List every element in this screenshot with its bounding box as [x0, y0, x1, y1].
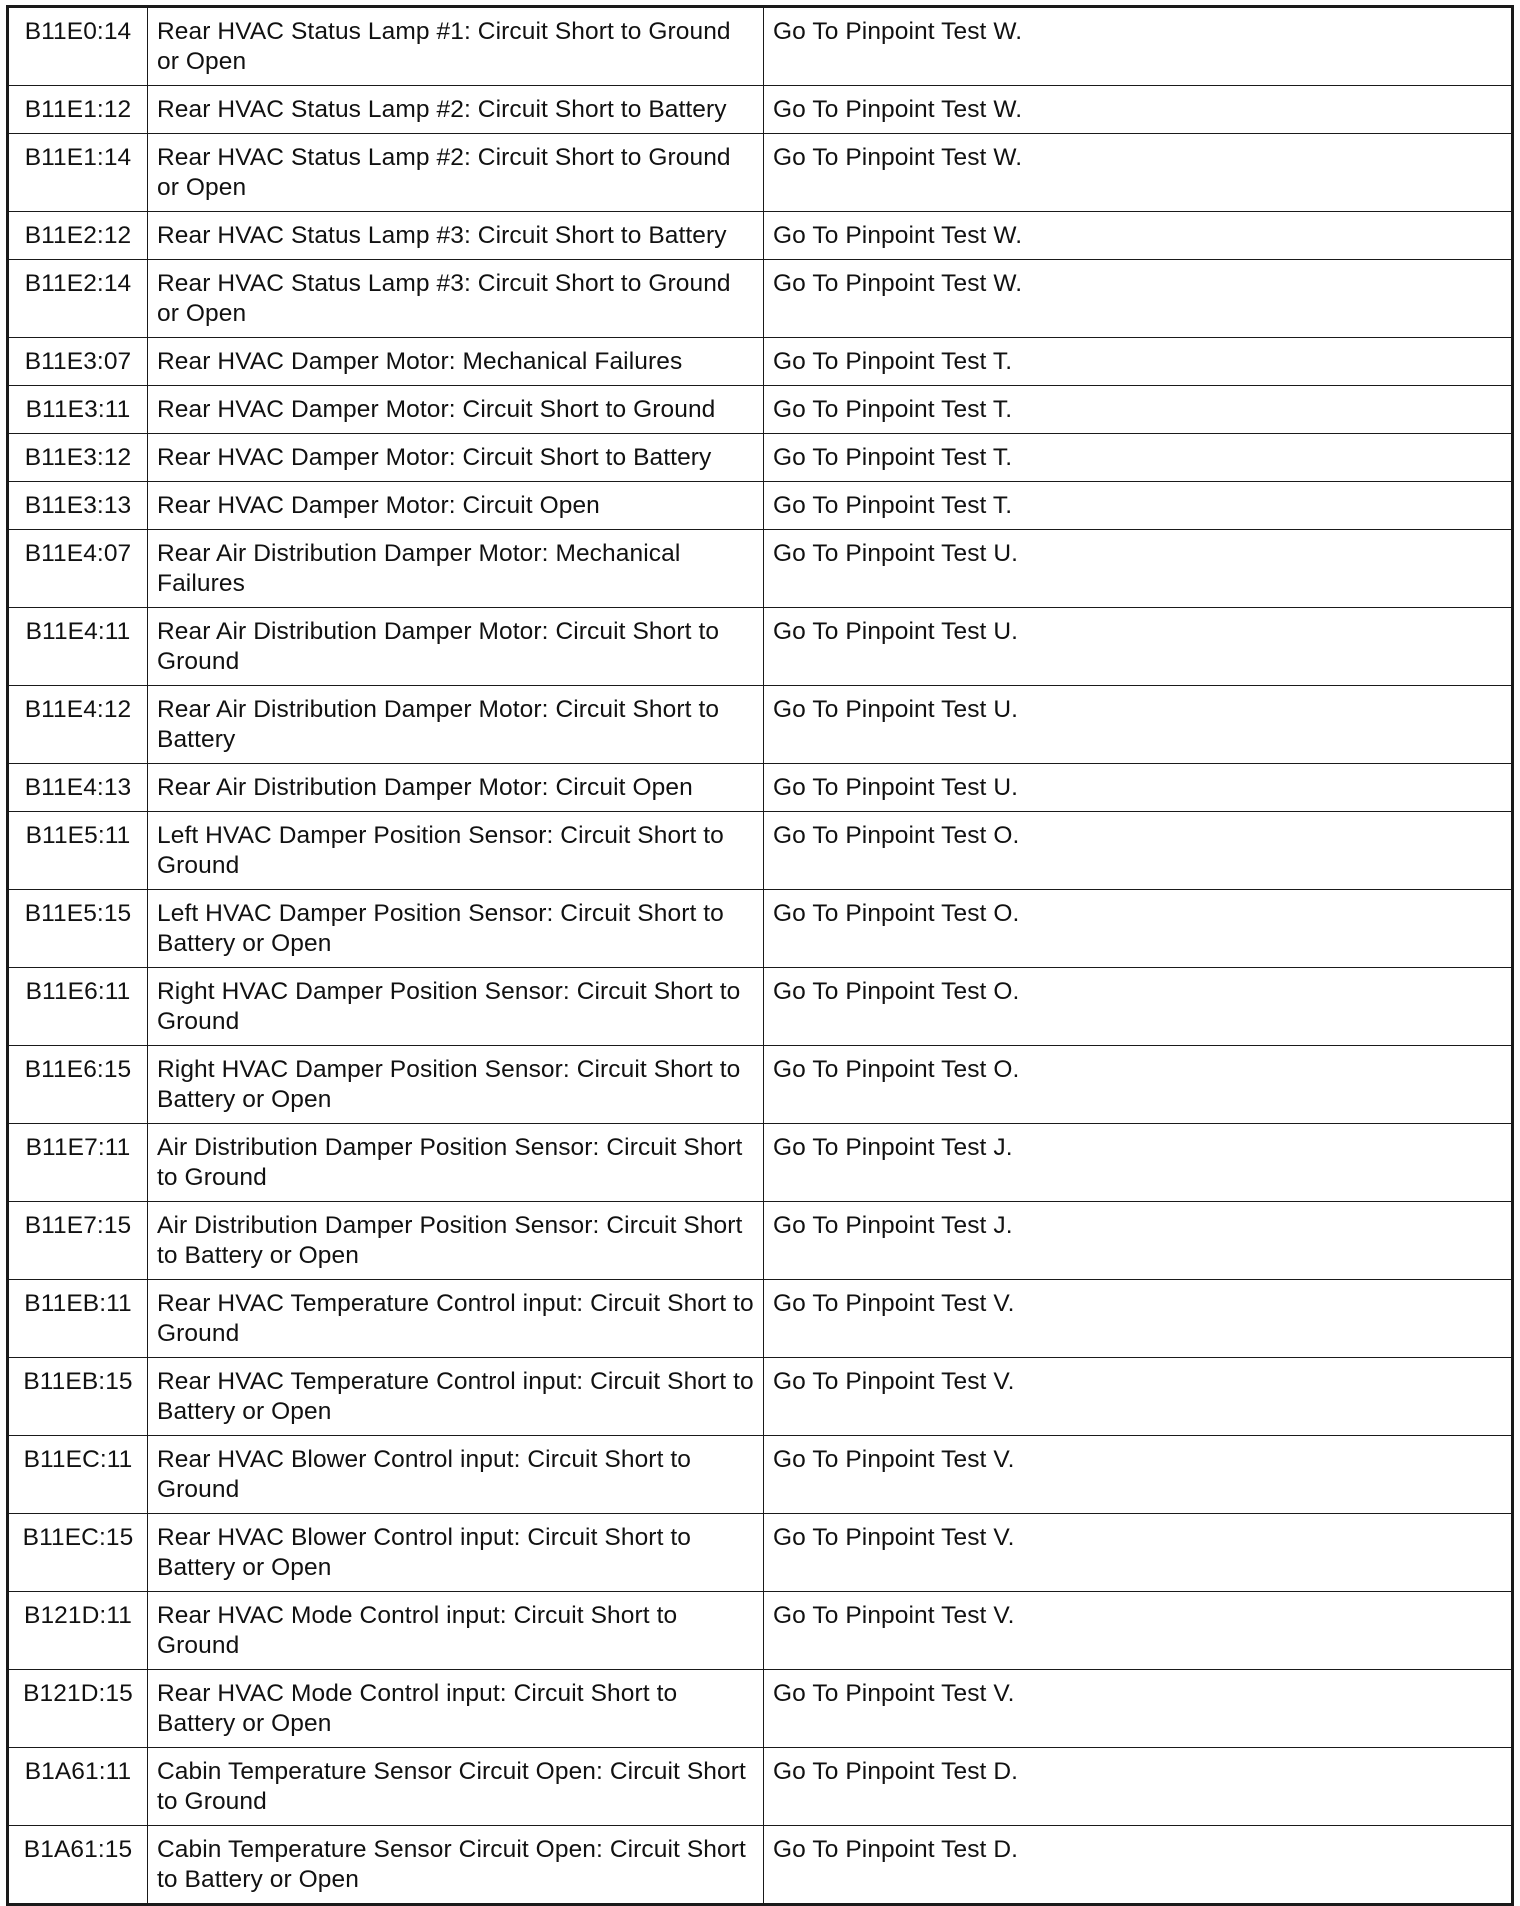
dtc-code-cell: B121D:11	[8, 1592, 148, 1670]
dtc-description-cell: Rear Air Distribution Damper Motor: Circuit Short to Ground	[148, 608, 764, 686]
table-row	[8, 386, 1513, 434]
dtc-description-cell: Right HVAC Damper Position Sensor: Circuit Short to Battery or Open	[148, 1046, 764, 1124]
dtc-table	[6, 5, 1514, 1906]
dtc-action-cell: Go To Pinpoint Test T.	[764, 434, 1513, 482]
dtc-action-cell: Go To Pinpoint Test V.	[764, 1358, 1513, 1436]
table-row	[8, 1046, 1513, 1124]
dtc-description-cell: Right HVAC Damper Position Sensor: Circuit Short to Ground	[148, 968, 764, 1046]
table-row	[8, 764, 1513, 812]
dtc-description-cell: Rear Air Distribution Damper Motor: Circuit Short to Battery	[148, 686, 764, 764]
dtc-code-cell: B11E3:11	[8, 386, 148, 434]
dtc-description-cell: Rear HVAC Blower Control input: Circuit Short to Battery or Open	[148, 1514, 764, 1592]
dtc-action-cell: Go To Pinpoint Test V.	[764, 1436, 1513, 1514]
table-row	[8, 482, 1513, 530]
dtc-action-cell: Go To Pinpoint Test W.	[764, 212, 1513, 260]
table-row	[8, 260, 1513, 338]
table-row	[8, 7, 1513, 86]
dtc-code-cell: B11EB:11	[8, 1280, 148, 1358]
dtc-code-cell: B11E7:15	[8, 1202, 148, 1280]
dtc-code-cell: B11EB:15	[8, 1358, 148, 1436]
dtc-action-cell: Go To Pinpoint Test U.	[764, 608, 1513, 686]
dtc-description-cell: Rear HVAC Status Lamp #2: Circuit Short to Battery	[148, 86, 764, 134]
dtc-action-cell: Go To Pinpoint Test D.	[764, 1826, 1513, 1905]
dtc-code-cell: B11E6:15	[8, 1046, 148, 1124]
dtc-action-cell: Go To Pinpoint Test O.	[764, 890, 1513, 968]
dtc-code-cell: B11E5:15	[8, 890, 148, 968]
dtc-code-cell: B11EC:15	[8, 1514, 148, 1592]
table-row	[8, 1826, 1513, 1905]
dtc-action-cell: Go To Pinpoint Test W.	[764, 86, 1513, 134]
dtc-action-cell: Go To Pinpoint Test T.	[764, 386, 1513, 434]
dtc-description-cell: Rear Air Distribution Damper Motor: Circuit Open	[148, 764, 764, 812]
table-row	[8, 1358, 1513, 1436]
dtc-description-cell: Rear HVAC Damper Motor: Circuit Short to Battery	[148, 434, 764, 482]
dtc-action-cell: Go To Pinpoint Test D.	[764, 1748, 1513, 1826]
dtc-action-cell: Go To Pinpoint Test V.	[764, 1592, 1513, 1670]
table-row	[8, 1514, 1513, 1592]
dtc-code-cell: B11E4:11	[8, 608, 148, 686]
dtc-description-cell: Rear HVAC Mode Control input: Circuit Short to Ground	[148, 1592, 764, 1670]
dtc-code-cell: B11E1:12	[8, 86, 148, 134]
dtc-code-cell: B11E4:13	[8, 764, 148, 812]
dtc-action-cell: Go To Pinpoint Test J.	[764, 1124, 1513, 1202]
table-row	[8, 1592, 1513, 1670]
dtc-description-cell: Left HVAC Damper Position Sensor: Circuit Short to Ground	[148, 812, 764, 890]
dtc-description-cell: Rear HVAC Status Lamp #3: Circuit Short to Ground or Open	[148, 260, 764, 338]
table-row	[8, 212, 1513, 260]
dtc-description-cell: Cabin Temperature Sensor Circuit Open: Circuit Short to Battery or Open	[148, 1826, 764, 1905]
table-row	[8, 1124, 1513, 1202]
dtc-action-cell: Go To Pinpoint Test U.	[764, 530, 1513, 608]
dtc-action-cell: Go To Pinpoint Test J.	[764, 1202, 1513, 1280]
dtc-description-cell: Rear HVAC Status Lamp #1: Circuit Short to Ground or Open	[148, 7, 764, 86]
dtc-action-cell: Go To Pinpoint Test W.	[764, 134, 1513, 212]
table-row	[8, 686, 1513, 764]
dtc-description-cell: Rear HVAC Status Lamp #2: Circuit Short to Ground or Open	[148, 134, 764, 212]
table-row	[8, 1436, 1513, 1514]
dtc-code-cell: B11E2:12	[8, 212, 148, 260]
dtc-code-cell: B11E3:07	[8, 338, 148, 386]
dtc-code-cell: B11EC:11	[8, 1436, 148, 1514]
dtc-action-cell: Go To Pinpoint Test O.	[764, 1046, 1513, 1124]
dtc-description-cell: Rear HVAC Damper Motor: Mechanical Failures	[148, 338, 764, 386]
dtc-code-cell: B11E1:14	[8, 134, 148, 212]
table-row	[8, 530, 1513, 608]
dtc-action-cell: Go To Pinpoint Test V.	[764, 1670, 1513, 1748]
dtc-code-cell: B11E4:12	[8, 686, 148, 764]
table-row	[8, 434, 1513, 482]
dtc-description-cell: Rear HVAC Status Lamp #3: Circuit Short to Battery	[148, 212, 764, 260]
table-row	[8, 1202, 1513, 1280]
dtc-action-cell: Go To Pinpoint Test O.	[764, 812, 1513, 890]
dtc-action-cell: Go To Pinpoint Test V.	[764, 1514, 1513, 1592]
dtc-code-cell: B121D:15	[8, 1670, 148, 1748]
dtc-table-body	[8, 7, 1513, 1905]
dtc-action-cell: Go To Pinpoint Test V.	[764, 1280, 1513, 1358]
dtc-action-cell: Go To Pinpoint Test U.	[764, 764, 1513, 812]
dtc-description-cell: Left HVAC Damper Position Sensor: Circuit Short to Battery or Open	[148, 890, 764, 968]
dtc-action-cell: Go To Pinpoint Test O.	[764, 968, 1513, 1046]
dtc-description-cell: Rear HVAC Blower Control input: Circuit Short to Ground	[148, 1436, 764, 1514]
dtc-action-cell: Go To Pinpoint Test U.	[764, 686, 1513, 764]
table-row	[8, 1748, 1513, 1826]
table-row	[8, 1280, 1513, 1358]
dtc-code-cell: B11E3:13	[8, 482, 148, 530]
dtc-description-cell: Rear HVAC Temperature Control input: Circuit Short to Ground	[148, 1280, 764, 1358]
dtc-description-cell: Air Distribution Damper Position Sensor: Circuit Short to Ground	[148, 1124, 764, 1202]
dtc-description-cell: Cabin Temperature Sensor Circuit Open: Circuit Short to Ground	[148, 1748, 764, 1826]
dtc-description-cell: Rear HVAC Damper Motor: Circuit Short to Ground	[148, 386, 764, 434]
dtc-action-cell: Go To Pinpoint Test T.	[764, 482, 1513, 530]
dtc-action-cell: Go To Pinpoint Test W.	[764, 7, 1513, 86]
dtc-code-cell: B11E7:11	[8, 1124, 148, 1202]
dtc-action-cell: Go To Pinpoint Test W.	[764, 260, 1513, 338]
dtc-code-cell: B11E4:07	[8, 530, 148, 608]
table-row	[8, 608, 1513, 686]
dtc-description-cell: Rear HVAC Temperature Control input: Circuit Short to Battery or Open	[148, 1358, 764, 1436]
dtc-description-cell: Rear Air Distribution Damper Motor: Mechanical Failures	[148, 530, 764, 608]
dtc-code-cell: B11E5:11	[8, 812, 148, 890]
dtc-description-cell: Rear HVAC Damper Motor: Circuit Open	[148, 482, 764, 530]
dtc-description-cell: Air Distribution Damper Position Sensor: Circuit Short to Battery or Open	[148, 1202, 764, 1280]
dtc-action-cell: Go To Pinpoint Test T.	[764, 338, 1513, 386]
table-row	[8, 338, 1513, 386]
dtc-code-cell: B1A61:11	[8, 1748, 148, 1826]
table-row	[8, 890, 1513, 968]
table-row	[8, 134, 1513, 212]
dtc-description-cell: Rear HVAC Mode Control input: Circuit Short to Battery or Open	[148, 1670, 764, 1748]
dtc-code-cell: B1A61:15	[8, 1826, 148, 1905]
table-row	[8, 812, 1513, 890]
table-row	[8, 86, 1513, 134]
dtc-code-cell: B11E6:11	[8, 968, 148, 1046]
table-row	[8, 1670, 1513, 1748]
dtc-code-cell: B11E3:12	[8, 434, 148, 482]
table-row	[8, 968, 1513, 1046]
dtc-code-cell: B11E0:14	[8, 7, 148, 86]
dtc-code-cell: B11E2:14	[8, 260, 148, 338]
